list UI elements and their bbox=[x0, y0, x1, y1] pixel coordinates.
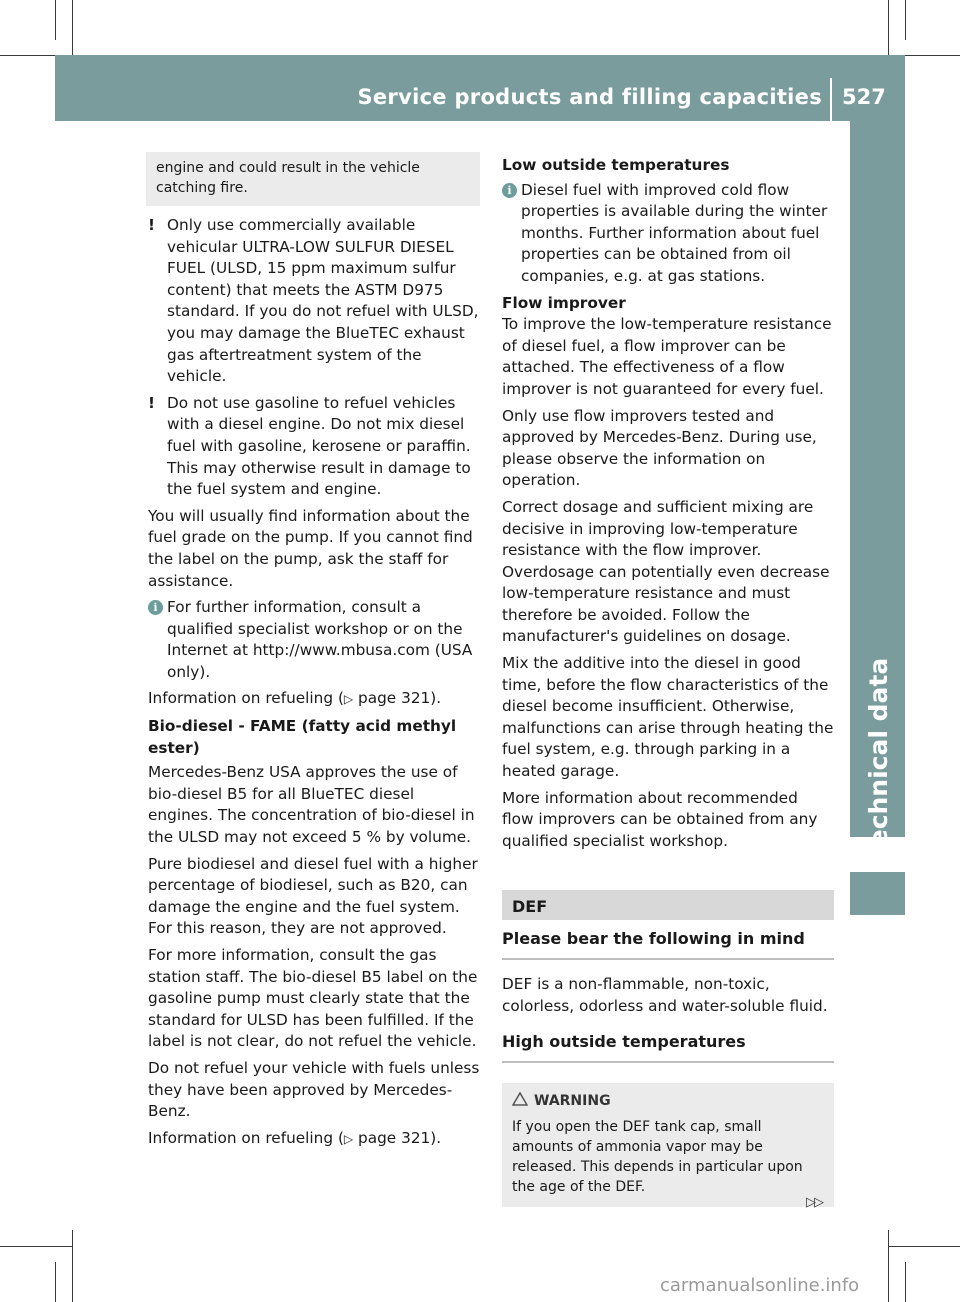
def-paragraph: DEF is a non-flammable, non-toxic, colorless, odorless and water-soluble fluid. bbox=[502, 975, 828, 1015]
biodiesel-paragraph: For more information, consult the gas station staff. The bio-diesel B5 label on the gasoline pump must clearly state that the standard for ULSD has been fulfilled. If the label is not clear, do not refuel the vehicle. bbox=[148, 946, 478, 1051]
crop-mark bbox=[0, 1246, 72, 1247]
flow-paragraph: More information about recommended flow improvers can be obtained from any qualified specialist workshop. bbox=[502, 788, 818, 850]
biodiesel-paragraph: Mercedes-Benz USA approves the use of bio-diesel B5 for all BlueTEC diesel engines. The concentration of bio-diesel in the ULSD may not exceed 5 % by volume. bbox=[148, 763, 475, 847]
low-temp-heading: Low outside temperatures bbox=[502, 156, 730, 174]
warning-box bbox=[502, 1083, 834, 1207]
warning-triangle-icon bbox=[512, 1092, 528, 1106]
refuel-reference: Information on refueling (▷ page 321). bbox=[148, 689, 442, 708]
exclamation-icon: ! bbox=[148, 393, 155, 412]
fuel-grade-paragraph: You will usually find information about the fuel grade on the pump. If you cannot find the label on the pump, ask the staff for assistance. bbox=[148, 506, 473, 590]
def-subheading: Please bear the following in mind bbox=[502, 928, 834, 960]
notice-gasoline bbox=[148, 393, 480, 501]
def-section-heading: DEF bbox=[502, 890, 834, 920]
flow-paragraph: Only use flow improvers tested and approved by Mercedes-Benz. During use, please observe the information on operation. bbox=[502, 406, 817, 490]
crop-mark bbox=[888, 1246, 960, 1247]
crop-mark bbox=[72, 1230, 73, 1302]
biodiesel-paragraph: Do not refuel your vehicle with fuels unless they have been approved by Mercedes-Benz. bbox=[148, 1058, 480, 1121]
info-further bbox=[148, 597, 480, 683]
header-divider bbox=[830, 78, 832, 121]
info-icon: i bbox=[502, 183, 517, 198]
refuel-reference: Information on refueling (▷ page 321). bbox=[148, 1128, 442, 1147]
flow-paragraph: To improve the low-temperature resistance of diesel fuel, a flow improver can be attached. The effectiveness of a flow improver is not guaranteed for every fuel. bbox=[502, 315, 832, 398]
notice-gasoline-text: Do not use gasoline to refuel vehicles with a diesel engine. Do not mix diesel fuel with gasoline, kerosene or paraffin. This may otherwise result in damage to the fuel system and engine. bbox=[167, 393, 471, 499]
exclamation-icon: ! bbox=[148, 216, 155, 234]
page-ref-arrow-icon: ▷ bbox=[343, 692, 354, 707]
biodiesel-heading: Bio-diesel - FAME (fatty acid methyl ester) bbox=[148, 717, 457, 757]
flow-paragraph: Mix the additive into the diesel in good time, before the flow characteristics of the diesel become insufficient. Otherwise, malfunctions can arise through heating the fuel system, e.g. through parking in a heated garage. bbox=[502, 654, 834, 781]
biodiesel-paragraph: Pure biodiesel and diesel fuel with a higher percentage of biodiesel, such as B20, can damage the engine and the fuel system. For this reason, they are not approved. bbox=[148, 854, 478, 938]
crop-mark bbox=[55, 1262, 56, 1302]
warning-continuation-text: engine and could result in the vehicle catching fire. bbox=[156, 160, 420, 196]
side-tab-marker bbox=[850, 872, 905, 915]
warning-title: WARNING bbox=[534, 1092, 611, 1109]
page-ref-arrow-icon: ▷ bbox=[343, 1131, 354, 1146]
info-low-temp-text: Diesel fuel with improved cold flow properties is available during the winter months. Further information about fuel properties can be obtained from oil companies, e.g. at gas stations. bbox=[521, 180, 828, 285]
crop-mark bbox=[55, 0, 56, 40]
notice-ulsd-text: Only use commercially available vehicular ULTRA-LOW SULFUR DIESEL FUEL (ULSD, 15 ppm maximum sulfur content) that meets the ASTM D975 standard. If you do not refuel with ULSD, you may damage the BlueTEC exhaust gas aftertreatment system of the vehicle. bbox=[167, 216, 479, 386]
info-low-temp bbox=[502, 180, 834, 288]
high-temp-heading: High outside temperatures bbox=[502, 1031, 834, 1063]
warning-continuation-box bbox=[146, 152, 480, 206]
flow-paragraph: Correct dosage and sufficient mixing are decisive in improving low-temperature resistance with the flow improver. Overdosage can potentially even decrease low-temperature resistance and must therefore be avoided. Follow the manufacturer's guidelines on dosage. bbox=[502, 497, 830, 646]
crop-mark bbox=[905, 1262, 906, 1302]
info-further-text: For further information, consult a qualified specialist workshop or on the Internet at http://www.mbusa.com (USA only). bbox=[167, 598, 473, 681]
info-icon: i bbox=[148, 600, 163, 615]
continued-arrow-icon: ▷▷ bbox=[806, 1195, 822, 1210]
flow-improver-heading: Flow improver bbox=[502, 293, 626, 312]
watermark: carmanualsonline.info bbox=[660, 1275, 860, 1296]
left-column bbox=[148, 152, 480, 1155]
warning-title-row bbox=[512, 1091, 824, 1111]
crop-mark bbox=[888, 1230, 889, 1302]
warning-text: If you open the DEF tank cap, small amounts of ammonia vapor may be released. This depends in particular upon the age of the DEF. bbox=[512, 1118, 803, 1195]
page-number: 527 bbox=[842, 85, 886, 109]
page-title: Service products and filling capacities bbox=[357, 85, 822, 109]
right-column bbox=[502, 155, 834, 1207]
notice-ulsd bbox=[148, 215, 480, 388]
crop-mark bbox=[905, 0, 906, 40]
